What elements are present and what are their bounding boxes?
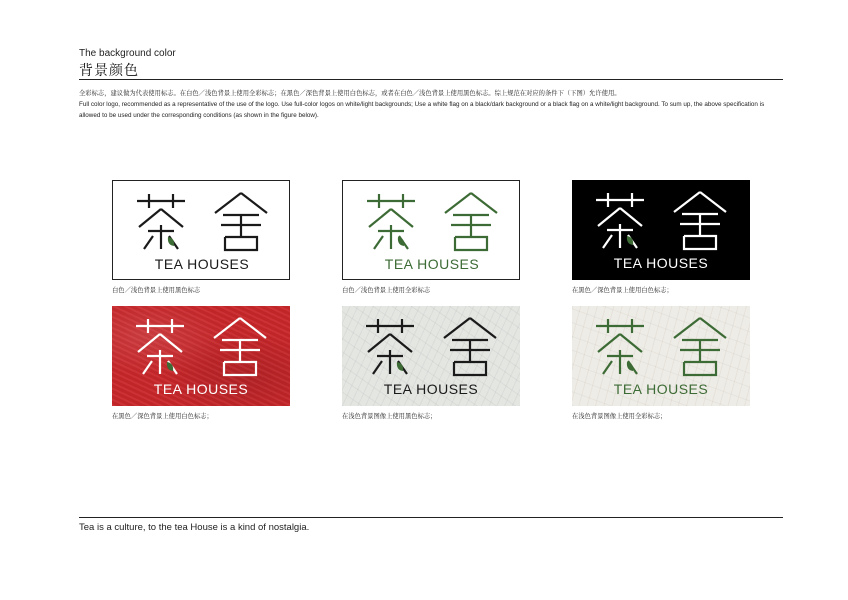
logo-glyphs [366, 318, 496, 375]
panel-caption: 白色／浅色背景上使用全彩标志 [342, 287, 431, 294]
tea-houses-logo [572, 306, 750, 406]
logo-glyphs [137, 193, 267, 250]
logo-char-she [215, 193, 267, 250]
leaf-icon [167, 362, 173, 371]
logo-char-cha [596, 193, 644, 248]
logo-char-cha [136, 319, 184, 374]
logo-char-she [445, 193, 497, 250]
logo-glyphs [596, 192, 726, 249]
leaf-icon [397, 362, 403, 371]
section-title-cn: 背景颜色 [79, 63, 139, 79]
tea-houses-logo [343, 181, 520, 280]
footer-tagline: Tea is a culture, to the tea House is a kind of nostalgia. [79, 522, 310, 533]
logo-char-cha [137, 194, 185, 249]
logo-char-she [214, 318, 266, 375]
tea-houses-logo [572, 180, 750, 280]
tea-houses-logo [342, 306, 520, 406]
logo-wordmark: TEA HOUSES [384, 256, 480, 272]
leaf-icon [627, 236, 633, 245]
logo-panel-color-on-paper [572, 306, 750, 406]
panel-caption: 在黑色／深色背景上使用白色标志； [112, 413, 213, 420]
description-en: Full color logo, recommended as a representative of the use of the logo. Use full-color logos on white/light backgrounds; Use a white flag on a black/dark background or a black flag on a white/light background. To sum up, the above specification is allowed to be used under the corresponding conditions (as shown in the figure below). [79, 101, 765, 119]
logo-wordmark: TEA HOUSES [613, 381, 709, 397]
leaf-icon [398, 237, 404, 246]
logo-char-she [674, 192, 726, 249]
logo-panel-color-on-white [342, 180, 520, 280]
header-divider [79, 79, 783, 80]
logo-char-cha [366, 319, 414, 374]
logo-glyphs [367, 193, 497, 250]
logo-panel-black-on-white [112, 180, 290, 280]
logo-panel-black-on-paper [342, 306, 520, 406]
logo-char-she [674, 318, 726, 375]
panel-caption: 在浅色背景图像上使用黑色标志； [342, 413, 437, 420]
logo-char-cha [596, 319, 644, 374]
logo-glyphs [596, 318, 726, 375]
panel-caption: 在浅色背景图像上使用全彩标志； [572, 413, 667, 420]
leaf-icon [627, 362, 633, 371]
panel-caption: 在黑色／深色背景上使用白色标志； [572, 287, 673, 294]
logo-wordmark: TEA HOUSES [613, 255, 709, 271]
logo-wordmark: TEA HOUSES [153, 381, 249, 397]
tea-houses-logo [113, 181, 290, 280]
section-title-en: The background color [79, 48, 176, 59]
logo-char-cha [367, 194, 415, 249]
logo-wordmark: TEA HOUSES [383, 381, 479, 397]
footer-divider [79, 517, 783, 518]
logo-wordmark: TEA HOUSES [154, 256, 250, 272]
tea-houses-logo [112, 306, 290, 406]
logo-char-she [444, 318, 496, 375]
leaf-icon [168, 237, 174, 246]
panel-caption: 白色／浅色背景上使用黑色标志 [112, 287, 201, 294]
logo-panel-white-on-black [572, 180, 750, 280]
logo-glyphs [136, 318, 266, 375]
description-cn: 全彩标志，建议做为代表使用标志。在白色／浅色背景上使用全彩标志；在黑色／深色背景上使用白色标志，或者在白色／浅色背景上使用黑色标志。综上规范在对应的条件下（下图）允许使用。 [79, 90, 621, 97]
logo-panel-white-on-red [112, 306, 290, 406]
description [79, 88, 785, 121]
